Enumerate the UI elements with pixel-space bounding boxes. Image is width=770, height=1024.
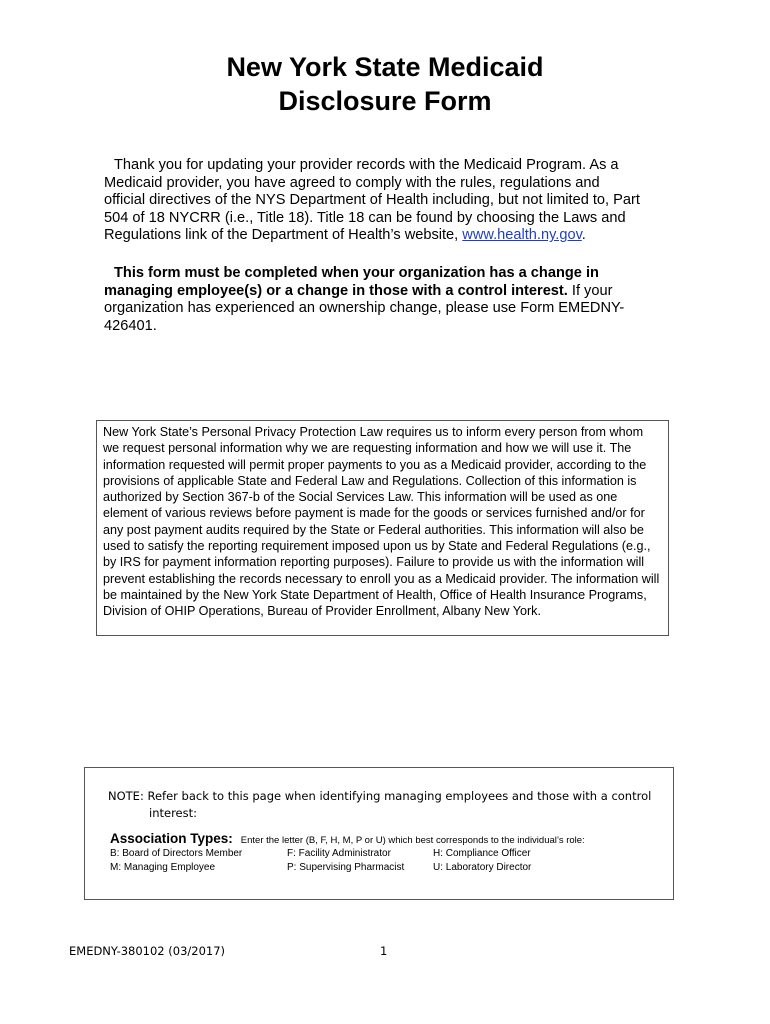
association-type-u: U: Laboratory Director [433, 862, 532, 873]
notice-bold-text: This form must be completed when your organization has a change in managing employee(s) or a change in those with a control interest. [104, 265, 599, 299]
note-line-1: NOTE: Refer back to this page when identifying managing employees and those with a control [108, 789, 652, 803]
association-types-instruction: Enter the letter (B, F, H, M, P or U) which best corresponds to the individual’s role: [240, 835, 585, 846]
association-type-p: P: Supervising Pharmacist [287, 862, 405, 873]
intro-text: Thank you for updating your provider records with the Medicaid Program. As a Medicaid provider, you have agreed to comply with the rules, regulations and official directives of the NYS Department of Health including, but not limited to, Part 504 of 18 NYCRR (i.e., Title 18). Title 18 can be found by choosing the Laws and Regulations link of the Department of Health’s website, [104, 157, 640, 244]
association-types-title: Association Types: [110, 831, 233, 846]
title-line-1: New York State Medicaid [226, 52, 544, 82]
title-line-2: Disclosure Form [278, 86, 492, 116]
privacy-notice-box [96, 420, 669, 636]
association-type-m: M: Managing Employee [110, 862, 216, 873]
association-type-b: B: Board of Directors Member [110, 848, 243, 859]
association-type-h: H: Compliance Officer [433, 848, 531, 859]
notice-paragraph [104, 265, 644, 335]
form-id: EMEDNY-380102 (03/2017) [69, 944, 226, 958]
privacy-notice-text: New York State’s Personal Privacy Protection Law requires us to inform every person from whom we request personal information why we are requesting information and how we will use it. The information requested will permit proper payments to you as a Medicaid provider, according to the provisions of applicable State and Federal Law and Regulations. Collection of this information is authorized by Section 367-b of the Social Services Law. This information will be used as one element of various reviews before payment is made for the goods or services furnished and/or for any post payment audits required by the State or Federal authorities. This information will also be used to satisfy the reporting requirement imposed upon us by State and Federal Regulations (e.g., by IRS for payment information reporting purposes). Failure to provide us with the information will prevent establishing the records necessary to enroll you as a Medicaid provider. The information will be maintained by the New York State Department of Health, Office of Health Insurance Programs, Division of OHIP Operations, Bureau of Provider Enrollment, Albany New York. [103, 425, 660, 619]
notice-text: If your organization has experienced an ownership change, please use Form EMEDNY-426401. [104, 282, 625, 334]
health-website-link[interactable]: www.health.ny.gov [462, 227, 582, 244]
page-number: 1 [380, 944, 388, 958]
note-box [84, 767, 674, 900]
intro-paragraph [104, 157, 644, 245]
page-title [0, 50, 770, 118]
association-type-f: F: Facility Administrator [287, 848, 391, 859]
note-line-2: interest: [149, 806, 197, 820]
intro-period: . [581, 227, 586, 244]
note-text [108, 788, 653, 822]
association-types-header [110, 830, 585, 848]
